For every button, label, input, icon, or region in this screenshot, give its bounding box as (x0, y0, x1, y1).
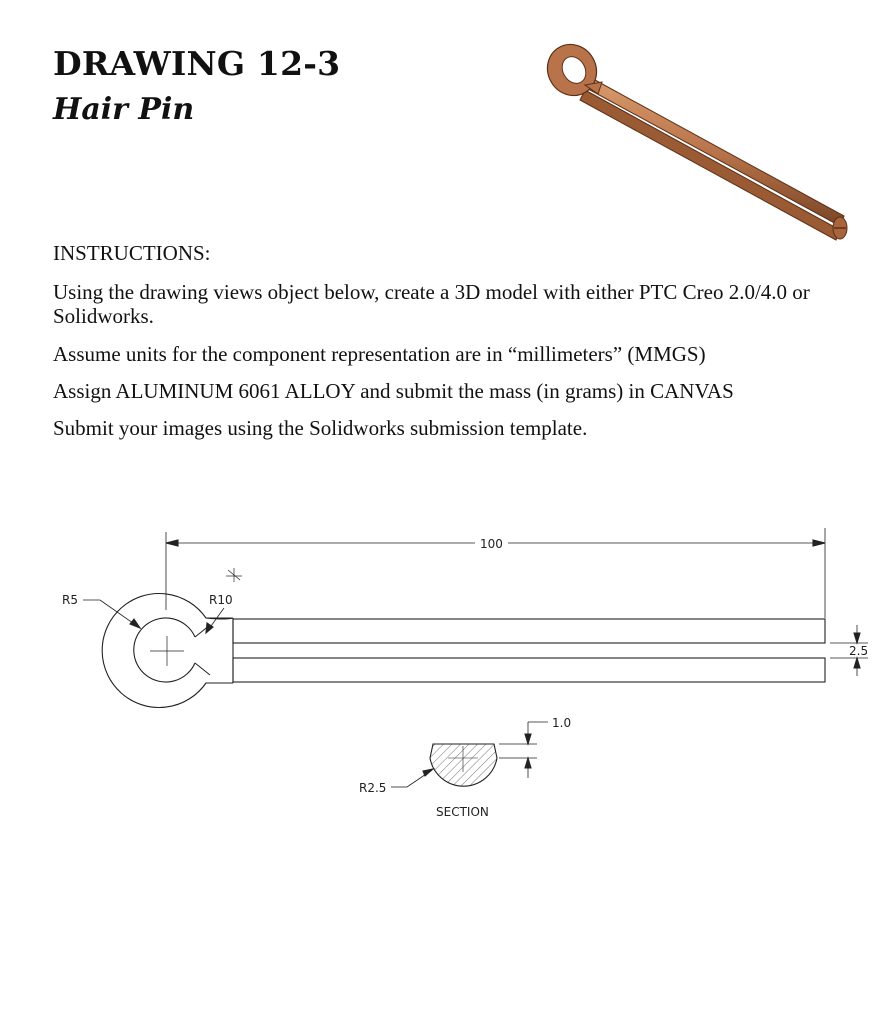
dim-r2-5-label: R2.5 (359, 781, 387, 795)
instructions-heading: INSTRUCTIONS: (53, 241, 211, 265)
hair-pin-drawing (0, 500, 879, 840)
dim-r5-label: R5 (62, 593, 78, 607)
instruction-line-4: Submit your images using the Solidworks submission template. (53, 416, 588, 440)
drawing-subtitle: Hair Pin (53, 92, 195, 127)
instruction-line-3: Assign ALUMINUM 6061 ALLOY and submit the mass (in grams) in CANVAS (53, 379, 734, 403)
dim-gap-label: 2.5 (849, 644, 869, 658)
dim-r10-label: R10 (209, 593, 233, 607)
instruction-line-2: Assume units for the component representation are in “millimeters” (MMGS) (53, 342, 706, 366)
section-label: SECTION (436, 805, 489, 819)
hair-pin-3d-render (540, 30, 860, 250)
drawing-title: DRAWING 12-3 (53, 44, 341, 83)
instruction-line-1: Using the drawing views object below, create a 3D model with either PTC Creo 2.0/4.0 or Solidworks. (53, 280, 810, 328)
dim-flat-label: 1.0 (552, 716, 572, 730)
dim-length-label: 100 (480, 537, 503, 551)
